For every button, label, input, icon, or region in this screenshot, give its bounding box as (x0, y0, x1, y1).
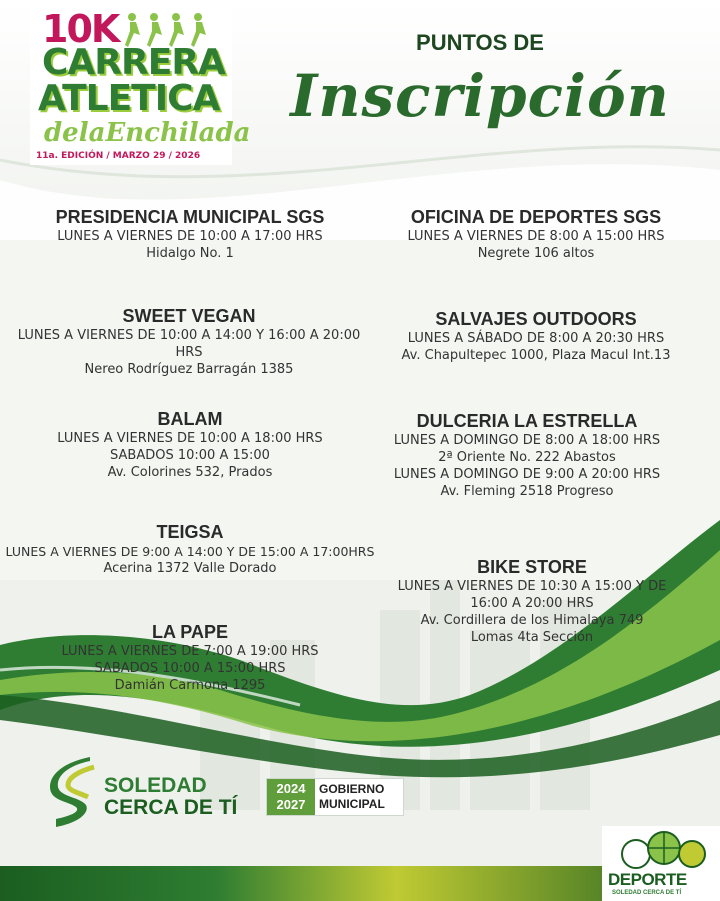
location-card (20, 206, 360, 262)
location-card (370, 410, 684, 500)
header-kicker: PUNTOS DE (416, 30, 544, 55)
location-name: DULCERIA LA ESTRELLA (416, 411, 638, 431)
location-hours: LUNES A VIERNES DE 10:00 A 18:00 HRS (57, 431, 323, 446)
brand-soledad (104, 775, 237, 819)
logo-carrera: CARRERA (42, 42, 225, 83)
location-name: SWEET VEGAN (122, 306, 256, 326)
gov-year-end: 2027 (276, 797, 306, 812)
location-card (10, 305, 368, 378)
location-address: Lomas 4ta Sección (470, 630, 594, 645)
location-hours: LUNES A VIERNES DE 10:00 A 17:00 HRS (57, 229, 323, 244)
location-address: Acerina 1372 Valle Dorado (103, 561, 277, 576)
location-hours: 16:00 A 20:00 HRS (470, 596, 594, 611)
gov-label-1: GOBIERNO (319, 782, 385, 796)
location-hours: LUNES A DOMINGO DE 9:00 A 20:00 HRS (393, 467, 661, 482)
gov-label (319, 782, 385, 812)
deporte-sub: SOLEDAD CERCA DE TÍ (612, 890, 682, 896)
location-hours: LUNES A SÁBADO DE 8:00 A 20:30 HRS (407, 331, 665, 346)
brand-line-2: CERCA DE TÍ (104, 796, 238, 819)
location-name: LA PAPE (151, 622, 228, 642)
gov-years (267, 779, 315, 815)
location-address: 2ª Oriente No. 222 Abastos (438, 450, 616, 465)
location-card (4, 521, 376, 577)
location-address: Av. Fleming 2518 Progreso (440, 484, 614, 499)
brand-line-1: SOLEDAD (104, 774, 207, 797)
location-name: SALVAJES OUTDOORS (435, 309, 637, 329)
deporte-word: DEPORTE (608, 870, 687, 889)
location-name: OFICINA DE DEPORTES SGS (410, 207, 662, 227)
location-hours: LUNES A VIERNES DE 7:00 A 19:00 HRS (61, 644, 319, 659)
sports-balls-icon (616, 828, 712, 870)
gov-label-2: MUNICIPAL (319, 797, 385, 811)
location-hours: SABADOS 10:00 A 15:00 (110, 448, 270, 463)
location-name: BALAM (157, 409, 223, 429)
location-address: Hidalgo No. 1 (146, 246, 234, 261)
location-card (388, 556, 676, 646)
location-address: Nereo Rodríguez Barragán 1385 (84, 362, 294, 377)
deporte-logo (602, 826, 720, 901)
location-address: Damián Carmona 1295 (114, 678, 266, 693)
location-hours: LUNES A VIERNES DE 10:00 A 14:00 Y 16:00 A 20:00 HRS (17, 328, 361, 360)
location-hours: SABADOS 10:00 A 15:00 HRS (94, 661, 286, 676)
location-address: Negrete 106 altos (477, 246, 595, 261)
location-hours: LUNES A VIERNES DE 9:00 A 14:00 Y DE 15:00 A 17:00HRS (5, 544, 375, 559)
location-hours: LUNES A VIERNES DE 10:30 A 15:00 Y DE (397, 579, 667, 594)
logo-edition: 11a. EDICIÓN / MARZO 29 / 2026 (36, 151, 201, 161)
gov-year-start: 2024 (276, 781, 306, 796)
soledad-s-logo-icon (50, 757, 98, 831)
location-card (370, 308, 702, 364)
gobierno-badge (266, 778, 404, 816)
logo-10k: 10K (42, 7, 119, 51)
location-card (20, 621, 360, 694)
location-hours: LUNES A VIERNES DE 8:00 A 15:00 HRS (407, 229, 665, 244)
location-card (20, 408, 360, 481)
race-logo (30, 5, 251, 165)
location-name: PRESIDENCIA MUNICIPAL SGS (55, 207, 325, 227)
location-address: Av. Chapultepec 1000, Plaza Macul Int.13 (401, 348, 671, 363)
location-card (370, 206, 702, 262)
page-title: Inscripción (290, 62, 670, 130)
location-address: Av. Colorines 532, Prados (107, 465, 273, 480)
logo-enchilada: delaEnchilada (44, 118, 251, 148)
logo-atletica: ATLETICA (38, 78, 220, 119)
location-address: Av. Cordillera de los Himalaya 749 (420, 613, 644, 628)
location-name: BIKE STORE (477, 557, 587, 577)
location-hours: LUNES A DOMINGO DE 8:00 A 18:00 HRS (393, 433, 661, 448)
location-name: TEIGSA (156, 522, 224, 542)
